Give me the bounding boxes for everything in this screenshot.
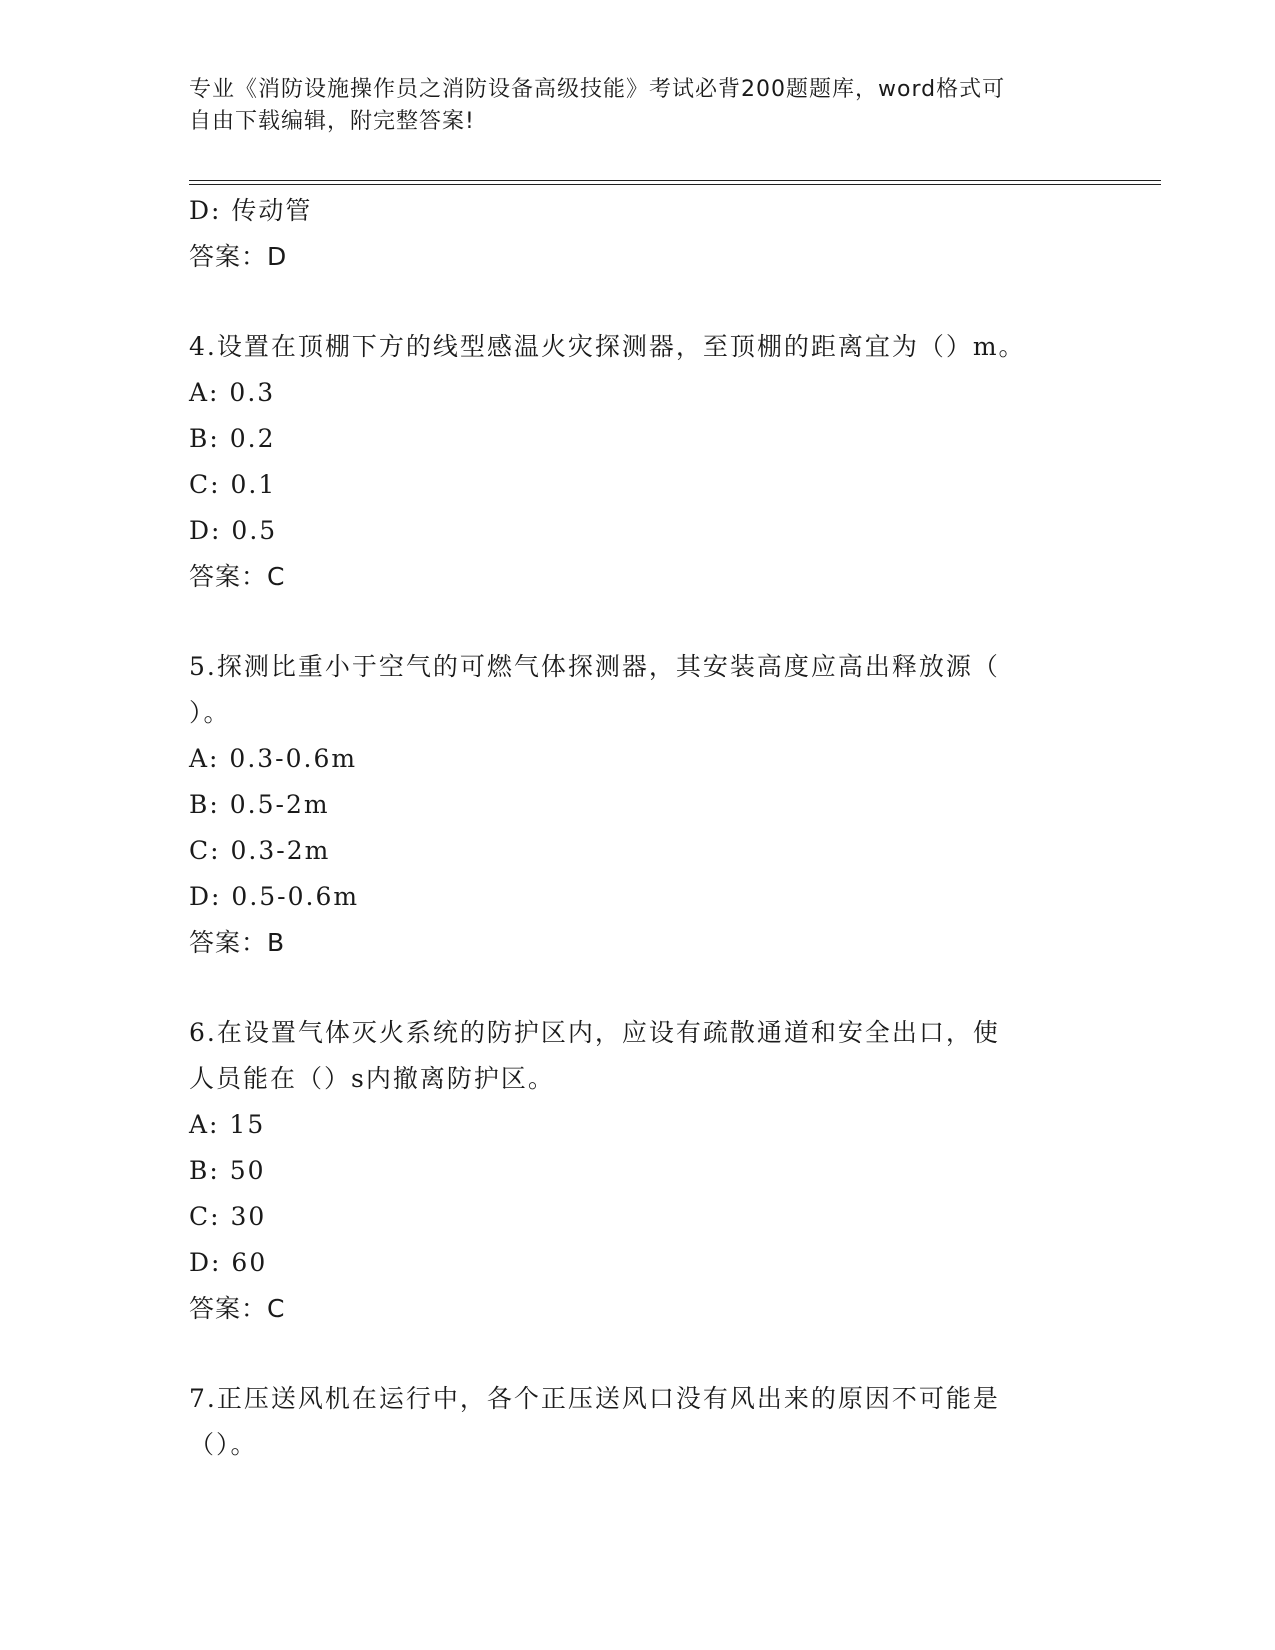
question-text-line-1: 5.探测比重小于空气的可燃气体探测器，其安装高度应高出释放源（ [189,652,1000,681]
option-b: B: 0.2 [189,424,276,453]
option-c: C: 0.1 [189,470,277,499]
document-header [189,74,1089,138]
option-a: A: 0.3-0.6m [189,744,358,773]
question-text-line-2: 人员能在（）s内撤离防护区。 [189,1064,555,1093]
option-b: B: 0.5-2m [189,790,330,819]
question-block-6 [189,1010,1089,1332]
question-text-line-2: ）。 [189,698,231,727]
option-c: C: 30 [189,1202,267,1231]
question-block-5 [189,644,1089,966]
option-d: D: 60 [189,1248,268,1277]
option-d: D: 0.5-0.6m [189,882,360,911]
question-text-line-1: 6.在设置气体灭火系统的防护区内，应设有疏散通道和安全出口，使 [189,1018,1000,1047]
question-text-line-2: （）。 [189,1430,258,1459]
header-line-2: 自由下载编辑，附完整答案! [189,109,475,134]
answer: 答案：C [189,562,286,591]
option-d: D: 传动管 [189,196,313,225]
option-a: A: 15 [189,1110,266,1139]
header-line-1: 专业《消防设施操作员之消防设备高级技能》考试必背200题题库，word格式可 [189,77,1006,102]
question-text [189,644,1089,736]
option-c: C: 0.3-2m [189,836,331,865]
header-divider-top [189,180,1161,181]
question-text: 4.设置在顶棚下方的线型感温火灾探测器，至顶棚的距离宜为（）m。 [189,332,1026,361]
answer: 答案：B [189,928,286,957]
question-text [189,1010,1089,1102]
question-text [189,1376,1089,1468]
question-text-line-1: 7.正压送风机在运行中，各个正压送风口没有风出来的原因不可能是 [189,1384,1000,1413]
option-b: B: 50 [189,1156,266,1185]
question-block-4 [189,324,1089,600]
header-divider-bottom [189,184,1161,185]
option-a: A: 0.3 [189,378,276,407]
option-d: D: 0.5 [189,516,278,545]
answer: 答案：D [189,242,288,271]
question-block-7 [189,1376,1089,1468]
question-block-3 [189,188,1089,280]
document-body [189,188,1089,1468]
answer: 答案：C [189,1294,286,1323]
